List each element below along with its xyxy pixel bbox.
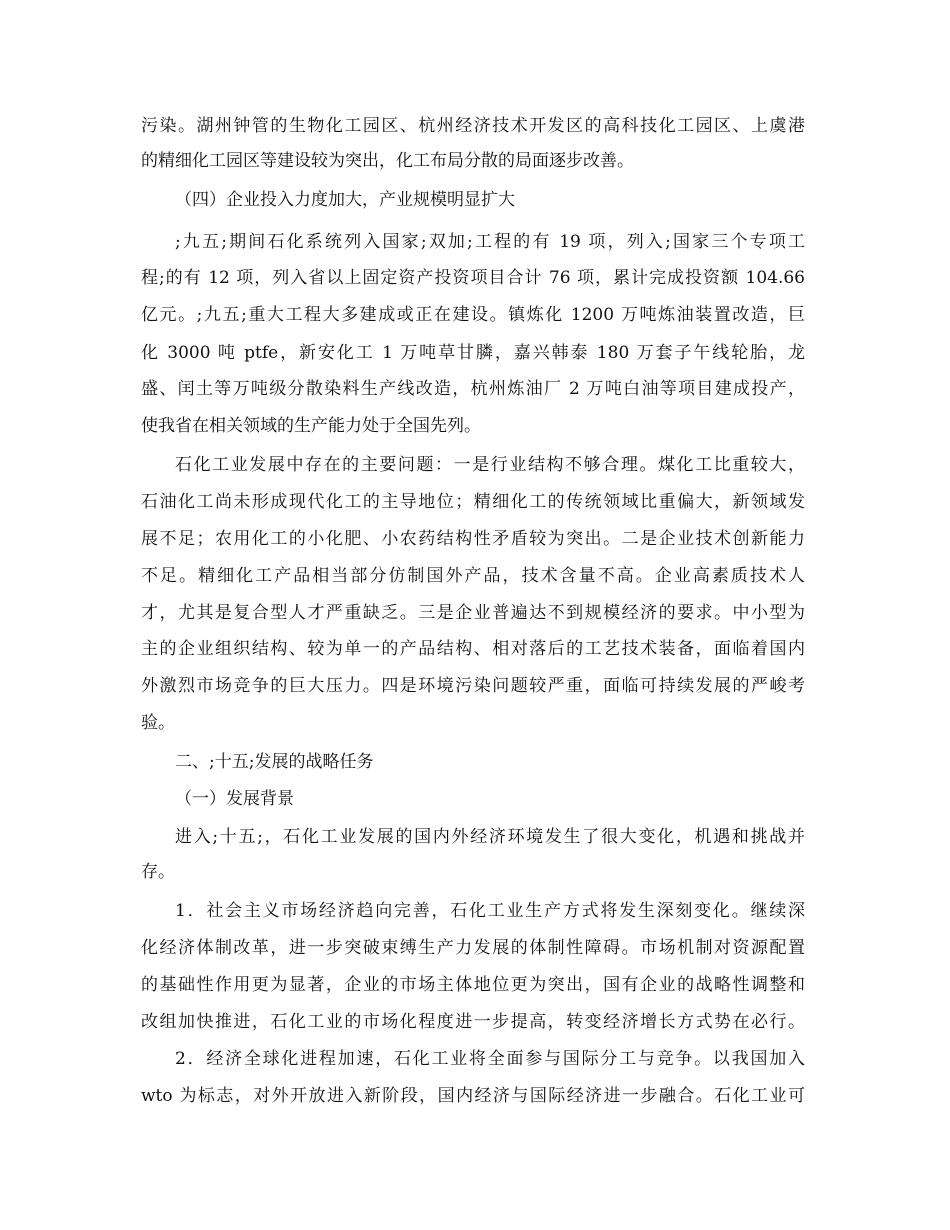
text-line: 的精细化工园区等建设较为突出，化工布局分散的局面逐步改善。 <box>141 151 634 171</box>
text-line: 验。 <box>141 713 175 733</box>
section-heading: 二、;十五;发展的战略任务 <box>175 752 374 772</box>
text-line: ;九五;期间石化系统列入国家;双加;工程的有 19 项，列入;国家三个专项工 <box>175 232 805 252</box>
subsection-heading: （一）发展背景 <box>175 789 294 809</box>
text-line: 改组加快推进，石化工业的市场化程度进一步提高，转变经济增长方式势在必行。 <box>141 1012 805 1032</box>
text-line: 盛、闰土等万吨级分散染料生产线改造，杭州炼油厂 2 万吨白油等项目建成投产， <box>141 379 805 399</box>
text-line: 不足。精细化工产品相当部分仿制国外产品，技术含量不高。企业高素质技术人 <box>141 566 805 586</box>
text-line: 的基础性作用更为显著，企业的市场主体地位更为突出，国有企业的战略性调整和 <box>141 975 805 995</box>
text-line: 程;的有 12 项，列入省以上固定资产投资项目合计 76 项，累计完成投资额 104.66 <box>141 268 805 288</box>
text-line: 主的企业组织结构、较为单一的产品结构、相对落后的工艺技术装备，面临着国内 <box>141 639 805 659</box>
text-line: 存。 <box>141 862 175 882</box>
text-line: wto 为标志，对外开放进入新阶段，国内经济与国际经济进一步融合。石化工业可 <box>141 1086 805 1106</box>
text-line: 1．社会主义市场经济趋向完善，石化工业生产方式将发生深刻变化。继续深 <box>175 901 805 921</box>
text-line: 使我省在相关领域的生产能力处于全国先列。 <box>141 416 481 436</box>
section-heading: （四）企业投入力度加大，产业规模明显扩大 <box>175 190 515 210</box>
text-line: 化经济体制改革，进一步突破束缚生产力发展的体制性障碍。市场机制对资源配置 <box>141 938 805 958</box>
text-line: 2．经济全球化进程加速，石化工业将全面参与国际分工与竞争。以我国加入 <box>175 1049 805 1069</box>
text-line: 污染。湖州钟管的生物化工园区、杭州经济技术开发区的高科技化工园区、上虞港 <box>141 116 805 136</box>
text-line: 石油化工尚未形成现代化工的主导地位；精细化工的传统领域比重偏大，新领域发 <box>141 492 805 512</box>
text-line: 化 3000 吨 ptfe，新安化工 1 万吨草甘膦，嘉兴韩泰 180 万套子午线轮胎，龙 <box>141 343 805 363</box>
text-line: 展不足；农用化工的小化肥、小农药结构性矛盾较为突出。二是企业技术创新能力 <box>141 529 805 549</box>
text-line: 进入;十五;，石化工业发展的国内外经济环境发生了很大变化，机遇和挑战并 <box>175 827 805 847</box>
text-line: 亿元。;九五;重大工程大多建成或正在建设。镇炼化 1200 万吨炼油装置改造，巨 <box>141 305 805 325</box>
text-line: 外激烈市场竞争的巨大压力。四是环境污染问题较严重，面临可持续发展的严峻考 <box>141 676 805 696</box>
text-line: 石化工业发展中存在的主要问题：一是行业结构不够合理。煤化工比重较大， <box>175 455 805 475</box>
text-line: 才，尤其是复合型人才严重缺乏。三是企业普遍达不到规模经济的要求。中小型为 <box>141 603 805 623</box>
